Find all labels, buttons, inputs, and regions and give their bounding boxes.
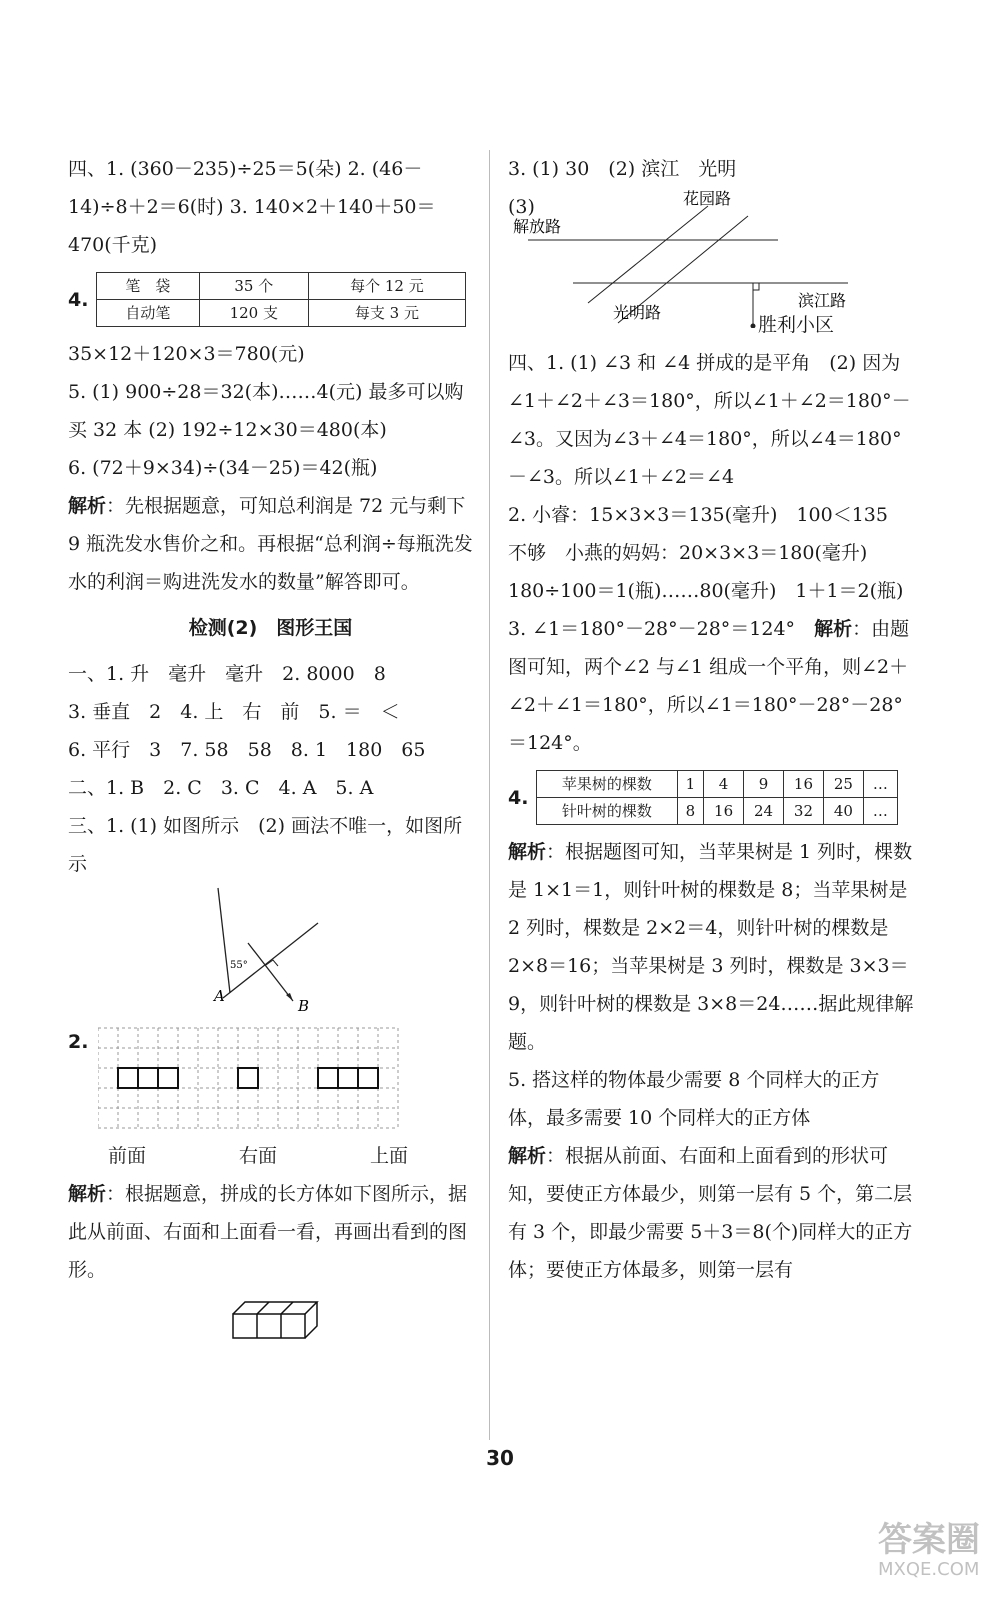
table-cell: 9 xyxy=(744,771,784,798)
analysis-4 xyxy=(508,1137,916,1289)
table-cell: 苹果树的棵数 xyxy=(537,771,678,798)
analysis-label: 解析 xyxy=(814,618,853,640)
answer-5-right: 5. 搭这样的物体最少需要 8 个同样大的正方体，最多需要 10 个同样大的正方体 xyxy=(508,1069,880,1129)
table-cell: 笔 袋 xyxy=(97,273,200,300)
point-a-label: A xyxy=(214,987,225,1005)
view-shapes xyxy=(118,1068,378,1088)
answer-4-1-right: 四、1. (1) ∠3 和 ∠4 拼成的是平角 (2) 因为∠1＋∠2＋∠3＝180°，所以∠1＋∠2＝180°－∠3。又因为∠3＋∠4＝180°，所以∠4＝180°－∠3。所以∠1＋∠2＝∠4 xyxy=(508,352,911,488)
table-cell: 16 xyxy=(783,771,823,798)
front-view-label: 前面 xyxy=(108,1145,147,1167)
answer-text: 3. ∠1＝180°－28°－28°＝124° xyxy=(508,618,815,640)
top-view-label: 上面 xyxy=(369,1145,408,1167)
answer-table-1 xyxy=(68,272,473,327)
page-number: 30 xyxy=(486,1446,514,1470)
answer-1-cont2: 6. 平行 3 7. 58 58 8. 1 180 65 xyxy=(68,739,426,761)
table-cell: 35 个 xyxy=(199,273,308,300)
table-row xyxy=(537,798,898,825)
answer-3-1: 三、1. (1) 如图所示 (2) 画法不唯一，如图所示 xyxy=(68,815,463,875)
view-labels xyxy=(108,1137,408,1175)
left-column xyxy=(68,150,473,1359)
table-1 xyxy=(96,272,466,327)
table-cell: 每个 12 元 xyxy=(308,273,465,300)
table-2-label: 4. xyxy=(508,786,529,809)
right-view-label: 右面 xyxy=(238,1145,277,1167)
guangming-label: 光明路 xyxy=(613,303,662,322)
table-cell: 16 xyxy=(704,798,744,825)
table-1-label: 4. xyxy=(68,288,89,311)
analysis-text: ：根据题意，拼成的长方体如下图所示，据此从前面、右面和上面看一看，再画出看到的图形。 xyxy=(68,1183,468,1281)
dotted-grid xyxy=(98,1028,398,1128)
table-cell: 针叶树的棵数 xyxy=(537,798,678,825)
analysis-2 xyxy=(68,1175,473,1289)
answer-1: 一、1. 升 毫升 毫升 2. 8000 8 xyxy=(68,663,386,685)
binjiang-label: 滨江路 xyxy=(798,291,847,310)
analysis-1 xyxy=(68,487,473,601)
analysis-label: 解析 xyxy=(68,1183,107,1205)
table-cell: 32 xyxy=(783,798,823,825)
angle-label: 55° xyxy=(230,960,248,971)
answer-4-4: 35×12＋120×3＝780(元) xyxy=(68,343,305,365)
watermark-text: 答案圈 xyxy=(878,1520,980,1560)
table-cell: 1 xyxy=(677,771,703,798)
answer-4-1: 四、1. (360－235)÷25＝5(朵) 2. (46－14)÷8＋2＝6(时) 3. 140×2＋140＋50＝470(千克) xyxy=(68,158,436,256)
q2-label: 2. xyxy=(68,1031,89,1053)
angle-figure xyxy=(68,883,473,1023)
table-cell: 25 xyxy=(823,771,863,798)
analysis-text: ：根据从前面、右面和上面看到的形状可知，要使正方体最少，则第一层有 5 个，第二层有 3 个，即最少需要 5＋3＝8(个)同样大的正方体；要使正方体最多，则第一层有 xyxy=(508,1145,913,1281)
analysis-text: ：由题图可知，两个∠2 与∠1 组成一个平角，则∠2＋∠2＋∠1＝180°，所以∠1＝180°－28°－28°＝124°。 xyxy=(508,618,910,754)
huayuan-road-line xyxy=(588,206,708,303)
watermark-logo xyxy=(878,1521,980,1580)
analysis-label: 解析 xyxy=(508,1145,547,1167)
analysis-3 xyxy=(508,833,916,1061)
table-cell: 120 支 xyxy=(199,300,308,327)
table-cell: 每支 3 元 xyxy=(308,300,465,327)
jiefang-label: 解放路 xyxy=(513,217,562,236)
line-b xyxy=(248,943,293,1001)
table-cell: 4 xyxy=(704,771,744,798)
table-cell: … xyxy=(863,798,897,825)
answer-4-3-right xyxy=(508,610,916,762)
shengli-point xyxy=(751,324,756,329)
answer-4-6: 6. (72＋9×34)÷(34－25)＝42(瓶) xyxy=(68,457,378,479)
answer-1-cont: 3. 垂直 2 4. 上 右 前 5. ＝ ＜ xyxy=(68,701,400,723)
table-cell: … xyxy=(863,771,897,798)
table-row xyxy=(97,273,466,300)
table-cell: 24 xyxy=(744,798,784,825)
answer-4-5: 5. (1) 900÷28＝32(本)……4(元) 最多可以购买 32 本 (2) 192÷12×30＝480(本) xyxy=(68,381,464,441)
views-figure xyxy=(68,1023,473,1133)
table-cell: 自动笔 xyxy=(97,300,200,327)
answer-4-2-right: 2. 小睿：15×3×3＝135(毫升) 100＜135 不够 小燕的妈妈：20×3×3＝180(毫升) 180÷100＝1(瓶)……80(毫升) 1＋1＝2(瓶) xyxy=(508,504,907,602)
table-cell: 40 xyxy=(823,798,863,825)
right-angle-mark xyxy=(753,283,759,290)
shengli-label: 胜利小区 xyxy=(758,314,835,336)
analysis-label: 解析 xyxy=(508,841,547,863)
table-row xyxy=(537,771,898,798)
line-a xyxy=(218,888,230,993)
cuboid-figure xyxy=(68,1289,473,1359)
analysis-text: ：先根据题意，可知总利润是 72 元与剩下 9 瓶洗发水售价之和。再根据“总利润÷每瓶洗发水的利润＝购进洗发水的数量”解答即可。 xyxy=(68,495,473,593)
huayuan-label: 花园路 xyxy=(683,189,732,208)
answer-table-2 xyxy=(508,770,916,825)
analysis-text: ：根据题图可知，当苹果树是 1 列时，棵数是 1×1＝1，则针叶树的棵数是 8；当苹果树是 2 列时，棵数是 2×2＝4，则针叶树的棵数是 2×8＝16；当苹果树是 3 列时，棵数是 3×3＝9，则针叶树的棵数是 3×8＝24……据此规律解题。 xyxy=(508,841,914,1053)
column-divider xyxy=(489,150,490,1440)
grid-drawing xyxy=(98,1023,403,1133)
right-column xyxy=(508,150,916,1289)
answer-2: 二、1. B 2. C 3. C 4. A 5. A xyxy=(68,777,374,799)
watermark-url: MXQE.COM xyxy=(878,1559,980,1580)
map-question-label: (3) xyxy=(508,196,535,218)
analysis-label: 解析 xyxy=(68,495,107,517)
table-row xyxy=(97,300,466,327)
point-b-label: B xyxy=(298,997,310,1015)
table-cell: 8 xyxy=(677,798,703,825)
section-title: 检测(2) 图形王国 xyxy=(188,617,353,639)
answer-r3: 3. (1) 30 (2) 滨江 光明 xyxy=(508,158,737,180)
table-2 xyxy=(536,770,898,825)
